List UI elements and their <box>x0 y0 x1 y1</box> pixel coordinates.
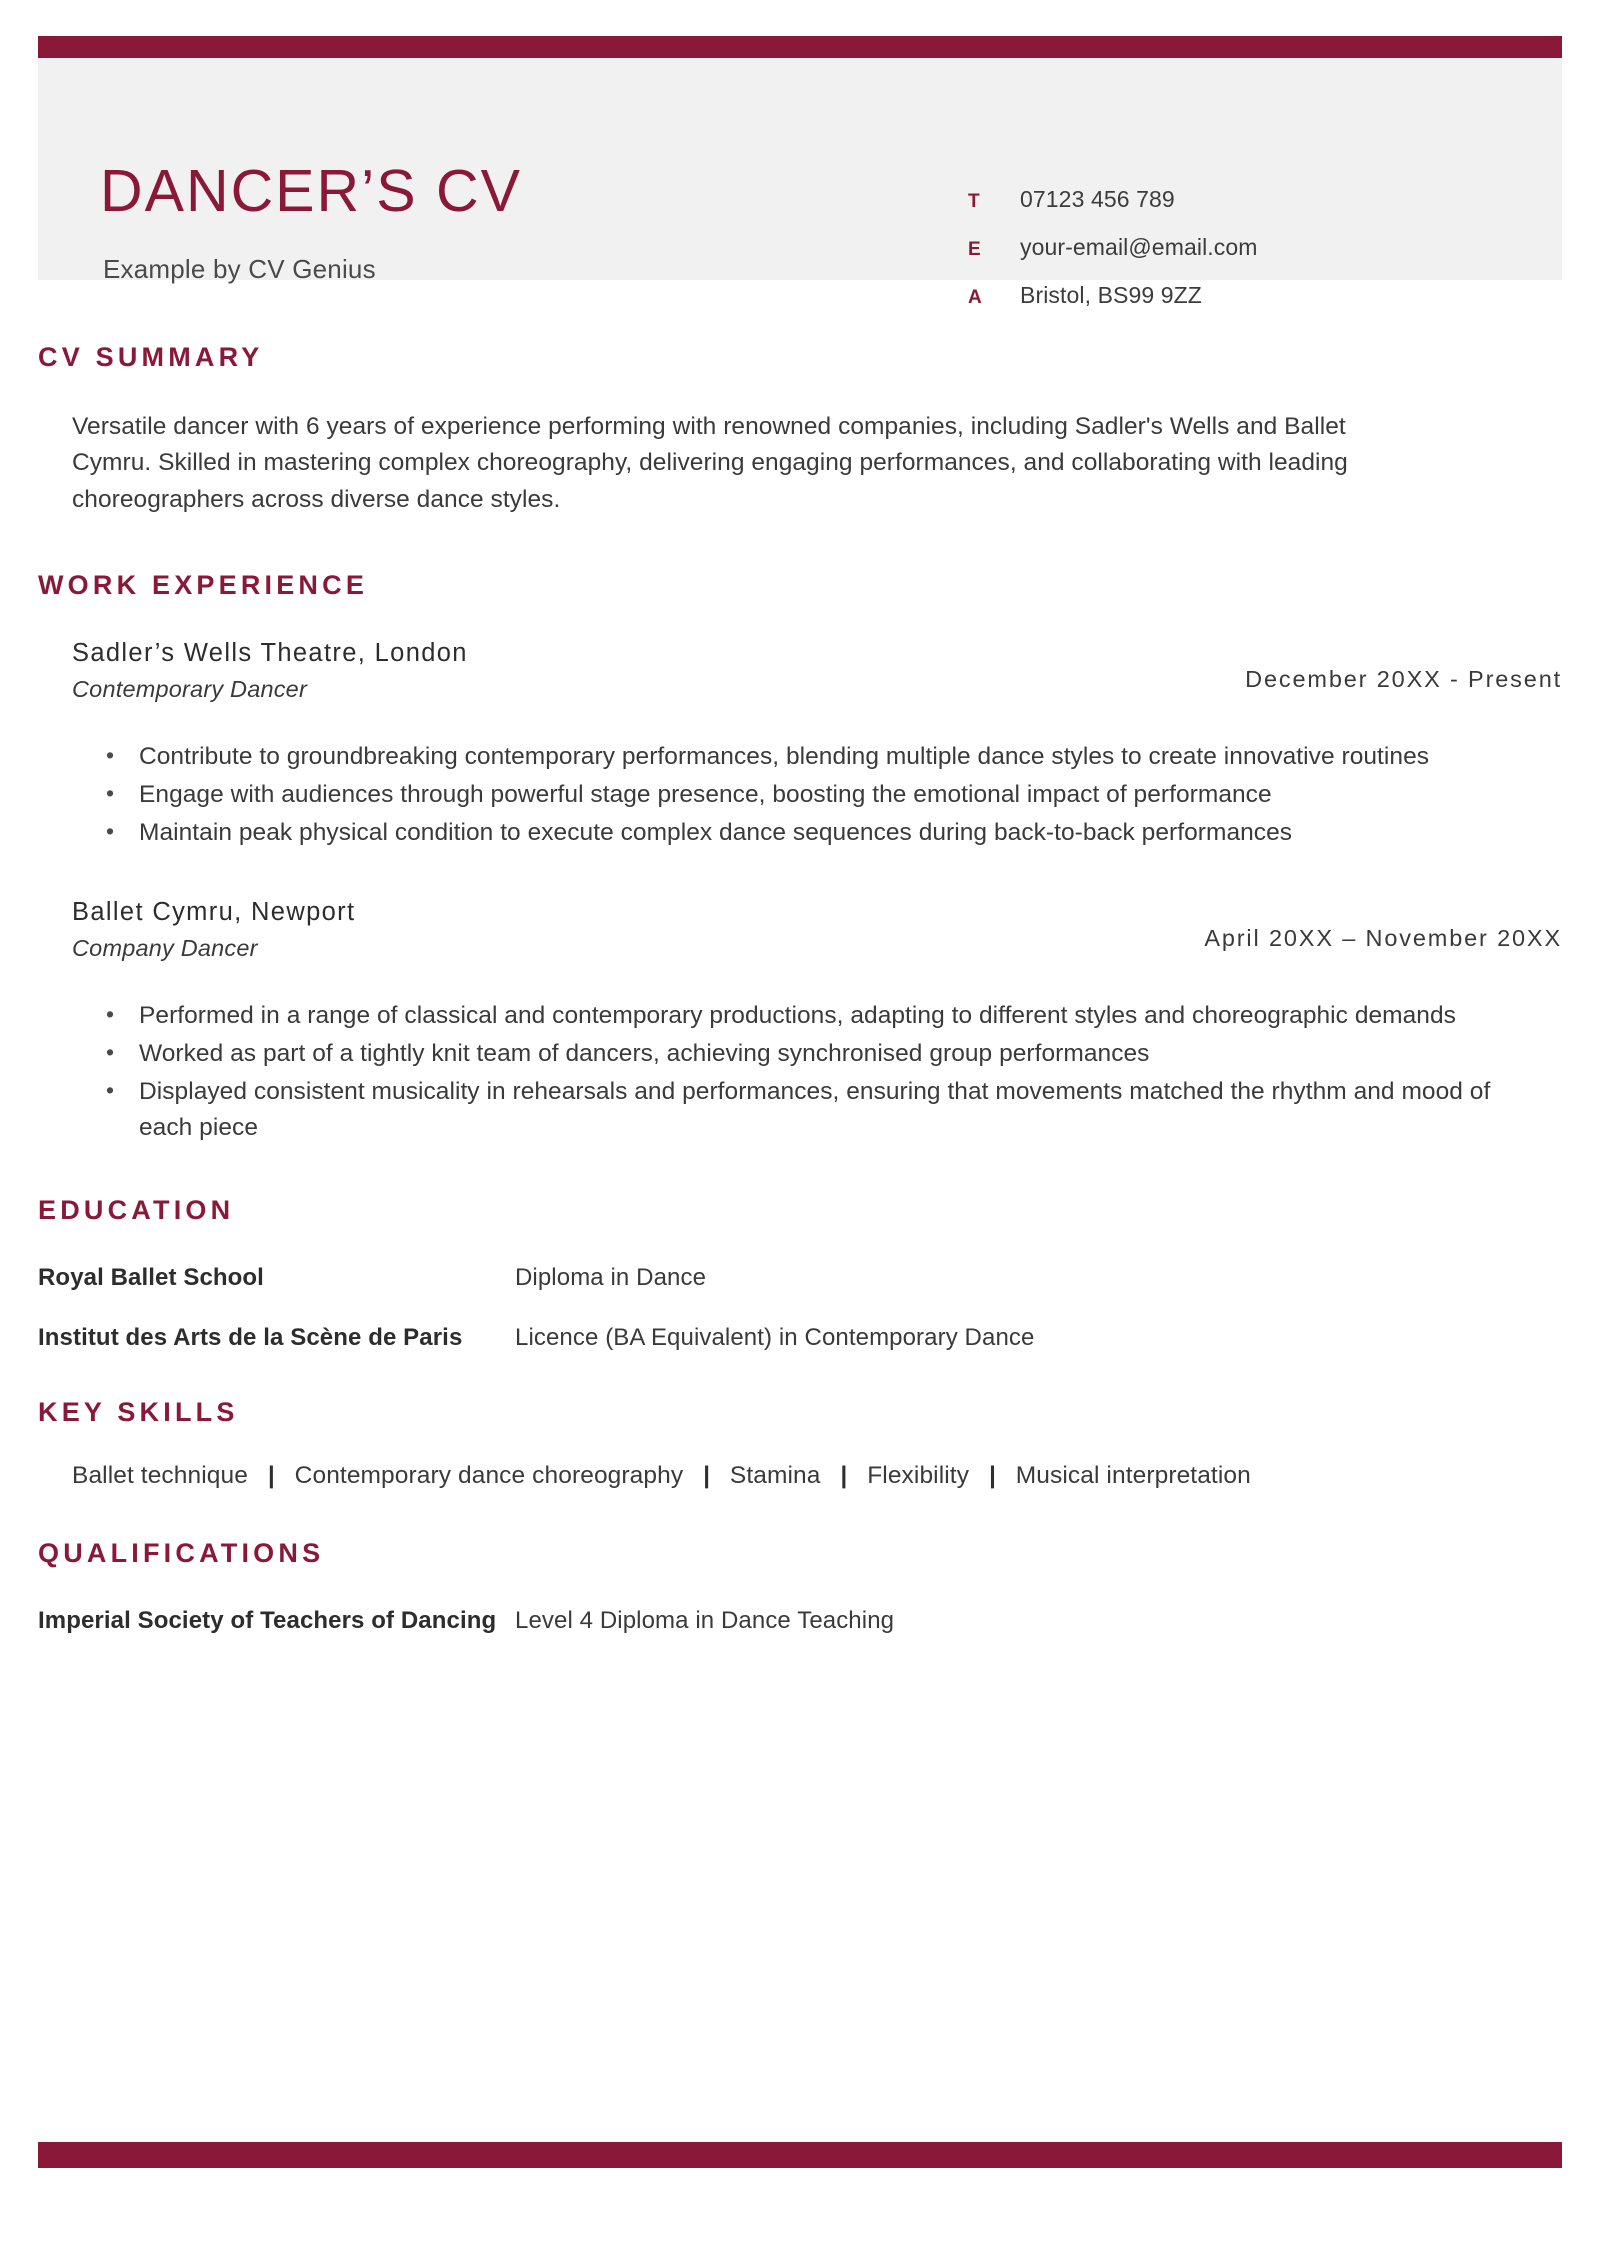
job-dates: April 20XX – November 20XX <box>1204 924 1562 951</box>
job-bullet-list <box>72 998 1527 1147</box>
bottom-accent-bar <box>38 2142 1562 2168</box>
education-qualification: Licence (BA Equivalent) in Contemporary Dance <box>515 1324 1035 1352</box>
skill-item: Contemporary dance choreography <box>294 1462 684 1490</box>
list-item: • Maintain peak physical condition to execute complex dance sequences during back-to-back performances <box>72 815 1517 851</box>
skill-separator: | <box>703 1462 710 1490</box>
education-institution: Royal Ballet School <box>38 1263 264 1291</box>
skill-item: Musical interpretation <box>1015 1462 1251 1490</box>
education-institution: Institut des Arts de la Scène de Paris <box>38 1324 463 1352</box>
section-work-experience <box>38 570 1562 1147</box>
work-experience-entry <box>38 898 1562 1147</box>
job-company: Ballet Cymru, Newport <box>72 897 356 926</box>
skill-item: Ballet technique <box>72 1462 248 1490</box>
skill-separator: | <box>840 1462 848 1490</box>
address-key-icon: A <box>968 287 983 308</box>
section-cv-summary <box>38 342 1562 518</box>
skill-item: Flexibility <box>867 1462 970 1490</box>
skill-item: Stamina <box>729 1462 821 1490</box>
section-qualifications <box>38 1538 1562 1636</box>
education-qualification: Diploma in Dance <box>515 1263 707 1291</box>
top-accent-bar <box>38 36 1562 58</box>
section-education <box>38 1195 1562 1354</box>
section-heading-qualifications: QUALIFICATIONS <box>38 1538 325 1569</box>
job-role: Company Dancer <box>72 934 258 961</box>
list-item: • Engage with audiences through powerful stage presence, boosting the emotional impact of performance <box>72 777 1517 813</box>
qualification-title: Level 4 Diploma in Dance Teaching <box>515 1607 895 1635</box>
cv-body <box>38 280 1562 1636</box>
job-dates: December 20XX - Present <box>1245 665 1562 692</box>
page-title: DANCER’S CV <box>100 158 522 224</box>
skill-separator: | <box>267 1462 275 1490</box>
list-item: • Worked as part of a tightly knit team of dancers, achieving synchronised group performances <box>72 1036 1527 1072</box>
telephone-key-icon: T <box>968 191 980 212</box>
section-key-skills <box>38 1397 1562 1490</box>
education-entry <box>38 1264 1562 1293</box>
telephone-value[interactable]: 07123 456 789 <box>1020 186 1175 212</box>
cv-header-band <box>38 58 1562 308</box>
education-entry <box>38 1324 1562 1353</box>
list-item: • Displayed consistent musicality in rehearsals and performances, ensuring that movements matched the rhythm and mood of each piece <box>72 1074 1527 1147</box>
list-item: • Performed in a range of classical and contemporary productions, adapting to different styles and choreographic demands <box>72 998 1527 1034</box>
section-heading-cv-summary: CV SUMMARY <box>38 342 264 372</box>
key-skills-list <box>38 1462 1562 1490</box>
job-bullet-list <box>72 739 1517 852</box>
contact-row-email <box>968 234 1258 282</box>
qualification-institution: Imperial Society of Teachers of Dancing <box>38 1607 497 1635</box>
contact-row-telephone <box>968 186 1258 234</box>
cv-summary-text: Versatile dancer with 6 years of experience performing with renowned companies, including Sadler's Wells and Ballet Cymru. Skilled in mastering complex choreography, delivering engaging performances, and collaborating with leading choreographers across diverse dance styles. <box>72 413 1348 513</box>
job-role: Contemporary Dancer <box>72 676 307 703</box>
page-subtitle: Example by CV Genius <box>103 254 376 284</box>
section-heading-work-experience: WORK EXPERIENCE <box>38 569 369 600</box>
qualification-entry <box>38 1607 1562 1636</box>
section-heading-education: EDUCATION <box>38 1194 235 1225</box>
list-item: • Contribute to groundbreaking contemporary performances, blending multiple dance styles to create innovative routines <box>72 739 1517 775</box>
skill-separator: | <box>989 1462 996 1490</box>
job-company: Sadler’s Wells Theatre, London <box>72 638 468 667</box>
section-heading-key-skills: KEY SKILLS <box>38 1397 239 1428</box>
email-value[interactable]: your-email@email.com <box>1020 234 1258 260</box>
address-value: Bristol, BS99 9ZZ <box>1020 282 1202 308</box>
work-experience-entry <box>38 639 1562 852</box>
email-key-icon: E <box>968 239 981 260</box>
